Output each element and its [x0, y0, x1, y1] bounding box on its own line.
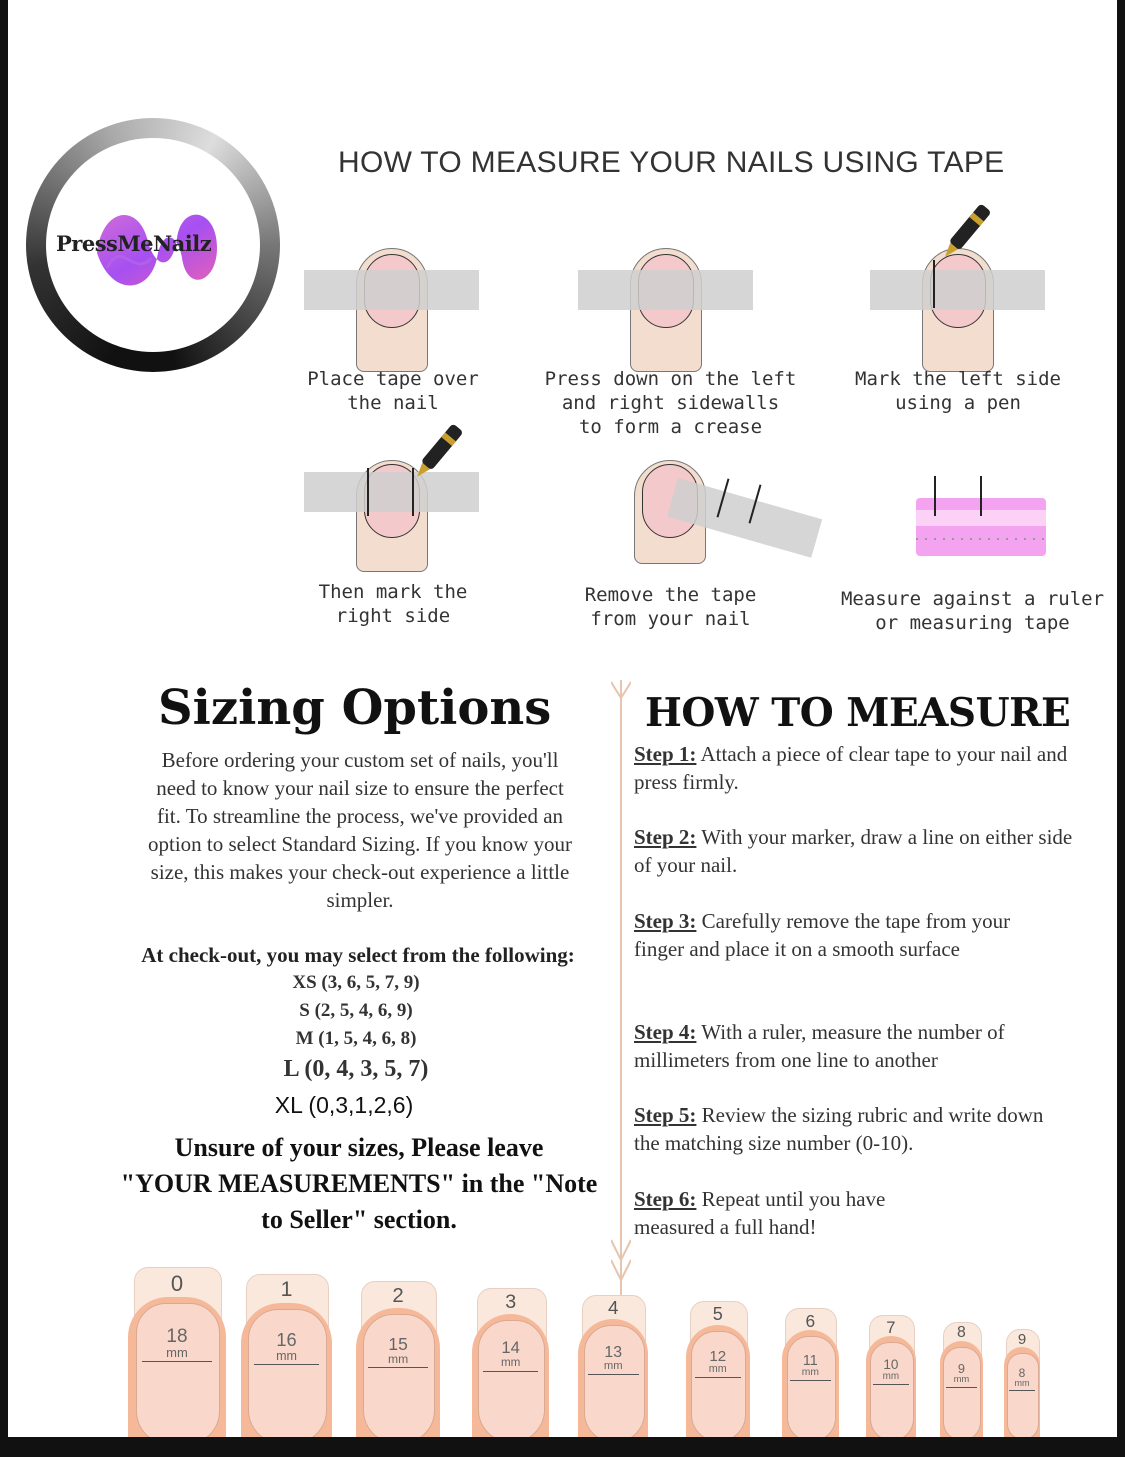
size-option-s: S (2, 5, 4, 6, 9)	[299, 1000, 413, 1021]
how-to-measure-title: HOW TO MEASURE	[645, 690, 1071, 736]
nail-size-column	[241, 1274, 332, 1437]
nail-size-number: 5	[712, 1304, 723, 1325]
size-option-xs: XS (3, 6, 5, 7, 9)	[292, 972, 420, 993]
nail-size-column	[128, 1267, 226, 1437]
vertical-divider	[611, 680, 631, 1300]
nail-width-unit: mm	[882, 1370, 900, 1382]
nail-size-column	[356, 1281, 440, 1437]
measure-step: Step 4: With a ruler, measure the number of millimeters from one line to another	[634, 1020, 1005, 1072]
sizing-description: Before ordering your custom set of nails, you'll need to know your nail size to ensure the perfect fit. To streamline the process, we've provided an option to select Standard Sizing. If you know your size, this makes your check-out experience a little simpler.	[147, 748, 573, 912]
nail-width-mm: 18	[166, 1326, 188, 1347]
step-caption: Remove the tape from your nail	[584, 584, 757, 630]
step-caption: Then mark the right side	[318, 581, 468, 627]
nail-size-number: 9	[1017, 1331, 1027, 1348]
logo-text: PressMeNailz	[56, 231, 212, 256]
nail-width-unit: mm	[500, 1355, 521, 1369]
measure-step: Step 6: Repeat until you have measured a full hand!	[634, 1187, 886, 1239]
sizing-options-title: Sizing Options	[158, 680, 552, 736]
sizing-guide-sheet	[8, 0, 1117, 1437]
nail-size-number: 6	[805, 1310, 816, 1331]
brand-logo	[26, 118, 280, 372]
nail-size-number: 7	[886, 1317, 896, 1337]
step-figure-mark-left	[870, 200, 1045, 373]
nail-width-mm: 16	[276, 1330, 297, 1351]
nail-width-mm: 14	[501, 1338, 520, 1358]
step-caption: Measure against a ruler or measuring tape	[840, 588, 1105, 634]
pen-icon	[930, 200, 1000, 266]
width-arrow	[790, 1380, 831, 1381]
step-caption: Mark the left side using a pen	[855, 368, 1061, 414]
measure-step: Step 3: Carefully remove the tape from your finger and place it on a smooth surface	[634, 909, 1011, 961]
checkout-label: At check-out, you may select from the following:	[141, 943, 575, 967]
nail-width-mm: 10	[883, 1357, 899, 1373]
nail-size-column	[940, 1322, 983, 1437]
width-arrow	[695, 1377, 741, 1378]
step-figure-press-sidewalls	[578, 248, 753, 373]
nail-width-unit: mm	[1014, 1378, 1030, 1388]
nail-size-column	[782, 1308, 839, 1437]
bottom-bar	[0, 1437, 1125, 1457]
nail-size-column	[472, 1288, 549, 1437]
nail-size-number: 3	[505, 1290, 517, 1313]
nail-width-mm: 11	[802, 1352, 818, 1369]
width-arrow	[873, 1384, 909, 1385]
size-option-m: M (1, 5, 4, 6, 8)	[295, 1028, 417, 1049]
width-arrow	[254, 1364, 320, 1365]
nail-size-chart	[108, 1255, 1068, 1437]
width-arrow	[368, 1367, 429, 1368]
unsure-note: Unsure of your sizes, Please leave "YOUR MEASUREMENTS" in the "Note to Seller" section.	[120, 1133, 598, 1234]
nail-width-mm: 13	[604, 1343, 623, 1361]
nail-width-unit: mm	[388, 1352, 409, 1367]
nail-size-column	[1004, 1329, 1040, 1437]
step-caption: Place tape over the nail	[307, 368, 479, 414]
nail-width-unit: mm	[708, 1363, 727, 1376]
nail-size-number: 0	[170, 1271, 184, 1296]
nail-width-unit: mm	[166, 1345, 188, 1360]
nail-size-column	[866, 1315, 916, 1437]
nail-width-mm: 15	[388, 1333, 408, 1354]
width-arrow	[588, 1374, 639, 1375]
nail-size-number: 2	[392, 1284, 404, 1308]
size-option-l: L (0, 4, 3, 5, 7)	[283, 1056, 429, 1082]
nail-width-mm: 8	[1018, 1366, 1026, 1380]
step-figure-ruler	[888, 470, 1048, 575]
nail-width-unit: mm	[801, 1366, 819, 1378]
nail-width-unit: mm	[953, 1374, 970, 1386]
measure-step: Step 1: Attach a piece of clear tape to your nail and press firmly.	[634, 742, 1068, 794]
tape-guide-title: HOW TO MEASURE YOUR NAILS USING TAPE	[338, 146, 1005, 179]
size-option-xl: XL (0,3,1,2,6)	[274, 1092, 414, 1118]
nail-size-column	[578, 1295, 648, 1437]
step-caption: Press down on the left and right sidewalls to form a crease	[544, 368, 797, 438]
width-arrow	[142, 1361, 213, 1362]
measure-step: Step 2: With your marker, draw a line on either side of your nail.	[634, 825, 1073, 877]
width-arrow	[483, 1371, 539, 1372]
width-arrow	[1009, 1390, 1035, 1391]
pen-icon	[402, 420, 472, 486]
step-figure-mark-right	[304, 420, 479, 570]
nail-width-mm: 9	[957, 1360, 965, 1376]
nail-width-unit: mm	[276, 1348, 297, 1363]
nail-size-number: 4	[607, 1297, 619, 1319]
step-figure-remove-tape	[630, 450, 840, 565]
measure-step: Step 5: Review the sizing rubric and write down the matching size number (0-10).	[634, 1103, 1044, 1155]
nail-width-unit: mm	[603, 1359, 623, 1372]
width-arrow	[946, 1387, 977, 1388]
nail-size-number: 8	[957, 1324, 966, 1342]
nail-size-number: 1	[280, 1277, 293, 1301]
nail-width-mm: 12	[709, 1348, 727, 1366]
step-figure-place-tape	[304, 248, 479, 373]
nail-size-column	[686, 1301, 750, 1437]
